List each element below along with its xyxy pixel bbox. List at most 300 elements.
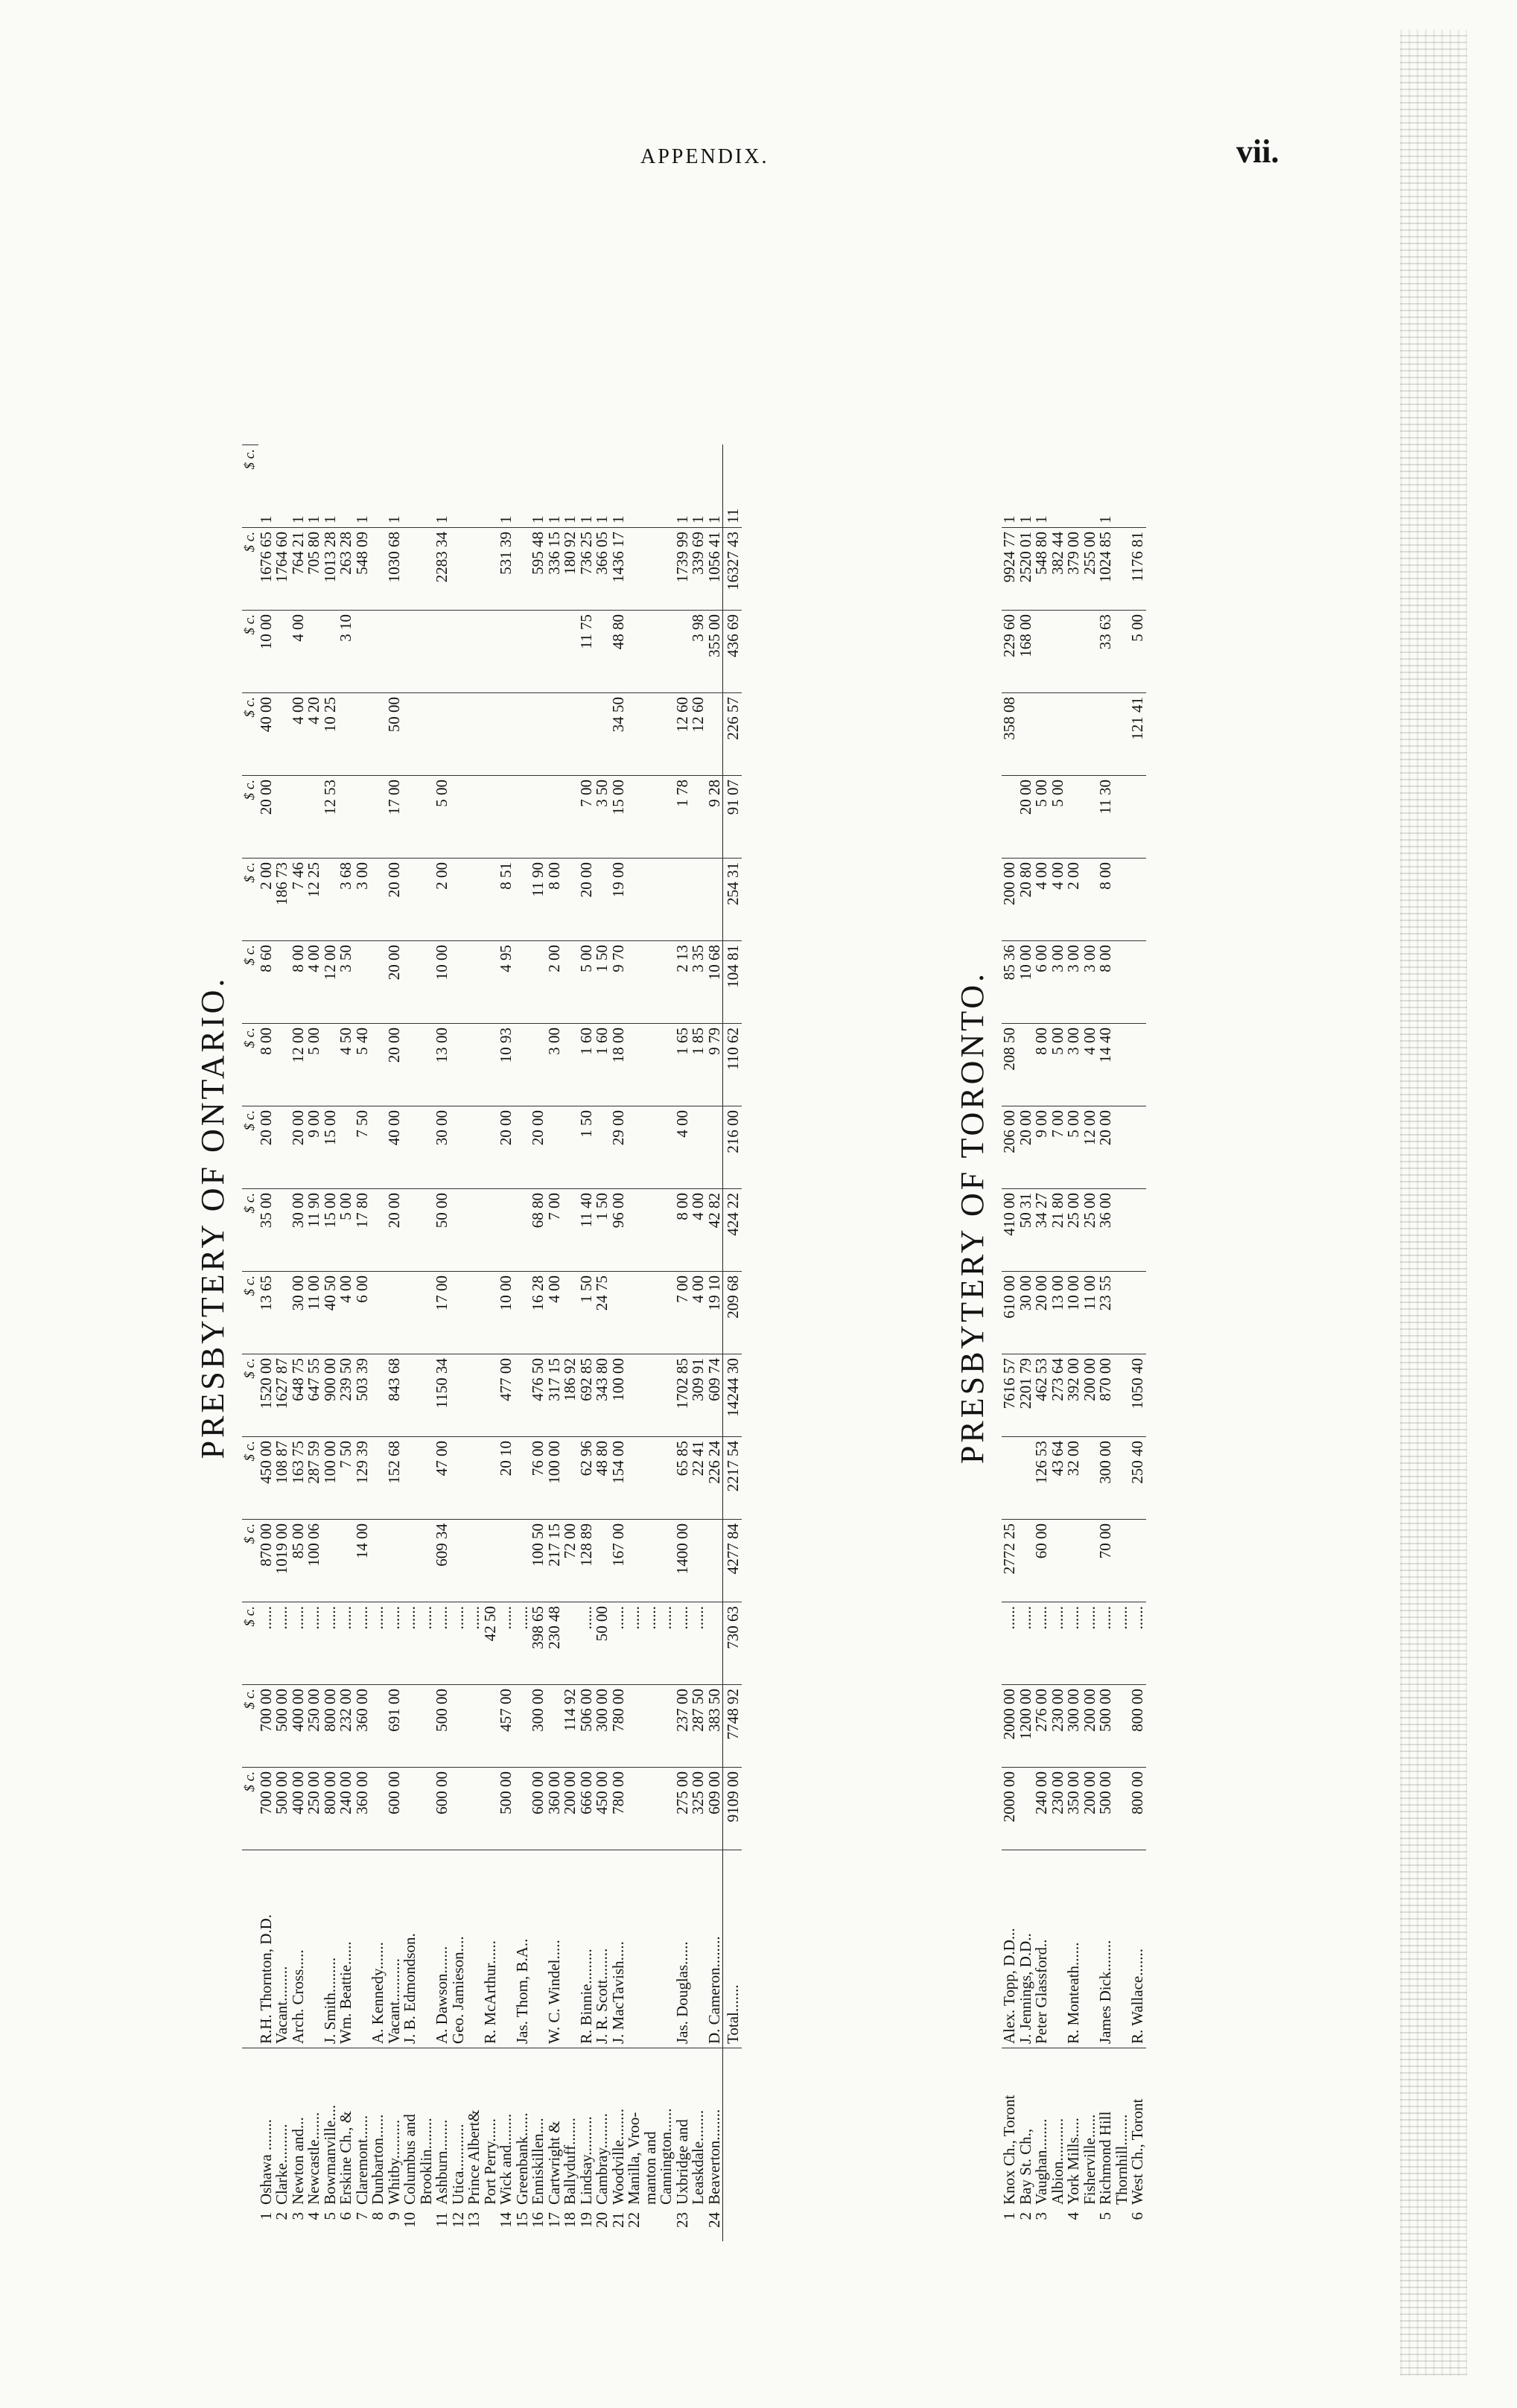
amount-cell: 20 00 bbox=[579, 859, 595, 941]
congregation-name: Brooklin........ bbox=[419, 2048, 435, 2209]
amount-cell: 96 00 bbox=[611, 1189, 627, 1272]
currency-unit bbox=[242, 421, 258, 445]
amount-cell bbox=[322, 1520, 339, 1602]
scan-edge-artifact bbox=[1400, 30, 1467, 2375]
amount-cell: 60 00 bbox=[1034, 1520, 1050, 1602]
amount-cell bbox=[354, 611, 371, 693]
amount-cell: 226 24 bbox=[707, 1437, 723, 1520]
amount-cell bbox=[451, 1437, 467, 1520]
total-amount: 7748 92 bbox=[723, 1685, 742, 1768]
amount-cell bbox=[1018, 1437, 1034, 1520]
currency-unit: $ c. bbox=[242, 528, 258, 611]
amount-cell: 7 00 bbox=[547, 1189, 563, 1272]
amount-cell bbox=[1050, 1520, 1066, 1602]
amount-cell bbox=[338, 1520, 354, 1602]
congregation-name bbox=[723, 2048, 742, 2209]
amount-cell bbox=[658, 1189, 675, 1272]
amount-cell: 3 00 bbox=[1066, 1024, 1082, 1106]
amount-cell bbox=[626, 776, 643, 859]
row-number: 4 bbox=[305, 2212, 322, 2220]
amount-cell bbox=[483, 1106, 499, 1189]
amount-cell bbox=[658, 1685, 675, 1768]
amount-cell: 457 00 bbox=[498, 1685, 515, 1768]
amount-cell: ...... bbox=[1018, 1602, 1034, 1685]
minister-name: R.H. Thornton, D.D. bbox=[258, 1850, 275, 2048]
amount-cell bbox=[562, 941, 579, 1024]
amount-cell: 309 91 bbox=[690, 1354, 707, 1437]
amount-cell: 11 75 bbox=[579, 611, 595, 693]
total-amount: 9109 00 bbox=[723, 1768, 742, 1850]
amount-cell bbox=[1066, 693, 1082, 776]
total-amount: 16327 43 bbox=[723, 528, 742, 611]
amount-cell bbox=[419, 1189, 435, 1272]
amount-cell bbox=[1034, 693, 1050, 776]
amount-cell: 10 25 bbox=[322, 693, 339, 776]
amount-cell: 1019 00 bbox=[274, 1520, 290, 1602]
amount-cell: 30 00 bbox=[290, 1272, 307, 1354]
toronto-table bbox=[1002, 503, 1146, 2241]
amount-cell: 14 00 bbox=[354, 1520, 371, 1602]
amount-cell bbox=[466, 528, 483, 611]
amount-cell: 100 50 bbox=[530, 1520, 547, 1602]
amount-cell: 8 00 bbox=[547, 859, 563, 941]
amount-cell bbox=[451, 528, 467, 611]
amount-cell: 6 00 bbox=[354, 1272, 371, 1354]
congregation-name: Clarke.......... bbox=[274, 2048, 290, 2209]
amount-cell: 19 00 bbox=[611, 859, 627, 941]
minister-name: Peter Glassford.. bbox=[1034, 1850, 1050, 2048]
amount-cell: 4 50 bbox=[338, 1024, 354, 1106]
presbytery-title: PRESBYTERY OF TORONTO. bbox=[954, 970, 990, 1465]
amount-cell bbox=[707, 1602, 723, 1685]
amount-cell: 1739 99 bbox=[675, 528, 691, 611]
amount-cell: 1 bbox=[384, 515, 403, 523]
amount-cell bbox=[626, 1189, 643, 1272]
amount-cell: ...... bbox=[515, 1602, 531, 1685]
amount-cell: 600 00 bbox=[387, 1768, 403, 1850]
amount-cell: 13 00 bbox=[1050, 1272, 1066, 1354]
congregation-name: Newcastle....... bbox=[306, 2048, 322, 2209]
table-row bbox=[707, 421, 723, 2241]
amount-cell: 186 73 bbox=[274, 859, 290, 941]
amount-cell bbox=[1114, 1520, 1130, 1602]
row-number: 2 bbox=[1016, 2212, 1034, 2220]
amount-cell bbox=[402, 1354, 419, 1437]
amount-cell bbox=[1066, 776, 1082, 859]
minister-name: R. Wallace....... bbox=[1130, 1850, 1146, 2048]
amount-cell: 800 00 bbox=[1130, 1685, 1146, 1768]
amount-cell bbox=[434, 693, 451, 776]
amount-cell: 10 93 bbox=[498, 1024, 515, 1106]
amount-cell: ...... bbox=[419, 1602, 435, 1685]
amount-cell bbox=[1130, 1520, 1146, 1602]
table-row bbox=[562, 421, 579, 2241]
amount-cell bbox=[338, 1106, 354, 1189]
table-row bbox=[1050, 503, 1066, 2241]
amount-cell: 1 bbox=[433, 515, 451, 523]
table-row bbox=[547, 421, 563, 2241]
table-row bbox=[594, 421, 611, 2241]
congregation-name: Albion........... bbox=[1050, 2048, 1066, 2209]
amount-cell: 5 00 bbox=[579, 941, 595, 1024]
amount-cell bbox=[643, 445, 659, 528]
amount-cell: 691 00 bbox=[387, 1685, 403, 1768]
table-row bbox=[434, 421, 451, 2241]
row-number: 13 bbox=[465, 2212, 483, 2228]
currency-unit: $ c. bbox=[242, 1602, 258, 1685]
amount-cell: 20 00 bbox=[290, 1106, 307, 1189]
rotated-ledger-page bbox=[194, 194, 1303, 2241]
amount-cell: 100 00 bbox=[322, 1437, 339, 1520]
amount-cell bbox=[515, 1024, 531, 1106]
amount-cell: 85 00 bbox=[290, 1520, 307, 1602]
minister-name bbox=[562, 1850, 579, 2048]
total-amount: 254 31 bbox=[723, 859, 742, 941]
amount-cell bbox=[466, 611, 483, 693]
amount-cell bbox=[1114, 693, 1130, 776]
amount-cell: 870 00 bbox=[1098, 1354, 1114, 1437]
amount-cell bbox=[626, 1685, 643, 1768]
congregation-name: Thornhill........ bbox=[1114, 2048, 1130, 2209]
amount-cell: 1702 85 bbox=[675, 1354, 691, 1437]
minister-name: J. R. Scott........ bbox=[594, 1850, 611, 2048]
amount-cell: ...... bbox=[466, 1602, 483, 1685]
currency-unit: $ c. bbox=[242, 1437, 258, 1520]
amount-cell bbox=[1082, 1437, 1098, 1520]
amount-cell: 4 00 bbox=[547, 1272, 563, 1354]
total-amount: 91 07 bbox=[723, 776, 742, 859]
amount-cell bbox=[322, 1024, 339, 1106]
amount-cell bbox=[1114, 1106, 1130, 1189]
amount-cell: 15 00 bbox=[322, 1189, 339, 1272]
amount-cell bbox=[658, 528, 675, 611]
amount-cell bbox=[1114, 776, 1130, 859]
amount-cell bbox=[594, 611, 611, 693]
amount-cell: 548 09 bbox=[354, 528, 371, 611]
amount-cell: 20 00 bbox=[387, 1189, 403, 1272]
congregation-name: Richmond Hill bbox=[1098, 2048, 1114, 2209]
minister-name bbox=[498, 1850, 515, 2048]
amount-cell bbox=[1114, 528, 1130, 611]
amount-cell bbox=[354, 941, 371, 1024]
row-number: 1 bbox=[256, 2212, 275, 2220]
amount-cell: 7 50 bbox=[354, 1106, 371, 1189]
congregation-name: Bowmanville.... bbox=[322, 2048, 339, 2209]
amount-cell: 843 68 bbox=[387, 1354, 403, 1437]
congregation-name: Oshawa ........ bbox=[258, 2048, 275, 2209]
amount-cell bbox=[274, 1189, 290, 1272]
table-row bbox=[515, 421, 531, 2241]
page-number: vii. bbox=[1236, 133, 1279, 170]
amount-cell bbox=[1066, 1520, 1082, 1602]
amount-cell: 4 00 bbox=[338, 1272, 354, 1354]
amount-cell bbox=[483, 611, 499, 693]
congregation-name: York Mills..... bbox=[1066, 2048, 1082, 2209]
amount-cell: 503 39 bbox=[354, 1354, 371, 1437]
amount-cell bbox=[419, 611, 435, 693]
minister-name: R. McArthur...... bbox=[483, 1850, 499, 2048]
amount-cell bbox=[451, 1354, 467, 1437]
amount-cell bbox=[483, 693, 499, 776]
amount-cell bbox=[466, 1106, 483, 1189]
amount-cell: 62 96 bbox=[579, 1437, 595, 1520]
amount-cell: 121 41 bbox=[1130, 693, 1146, 776]
amount-cell: ...... bbox=[1002, 1602, 1018, 1685]
amount-cell: ...... bbox=[690, 1602, 707, 1685]
currency-unit bbox=[242, 2208, 258, 2241]
amount-cell: ...... bbox=[354, 1602, 371, 1685]
amount-cell: 300 00 bbox=[530, 1685, 547, 1768]
amount-cell: 7 00 bbox=[1050, 1106, 1066, 1189]
amount-cell: 129 39 bbox=[354, 1437, 371, 1520]
minister-name: W. C. Windel..... bbox=[547, 1850, 563, 2048]
currency-unit: $ c. bbox=[242, 445, 258, 528]
row-number bbox=[643, 2208, 659, 2241]
congregation-name: Prince Albert& bbox=[466, 2048, 483, 2209]
amount-cell: 1030 68 bbox=[387, 528, 403, 611]
amount-cell: ...... bbox=[579, 1602, 595, 1685]
minister-name bbox=[643, 1850, 659, 2048]
amount-cell bbox=[498, 776, 515, 859]
table-row bbox=[1114, 503, 1130, 2241]
amount-cell: 22 41 bbox=[690, 1437, 707, 1520]
amount-cell: ...... bbox=[451, 1602, 467, 1685]
amount-cell: 1 bbox=[561, 515, 579, 523]
congregation-name: Beaverton........ bbox=[707, 2048, 723, 2209]
amount-cell bbox=[1018, 693, 1034, 776]
amount-cell: 163 75 bbox=[290, 1437, 307, 1520]
amount-cell bbox=[594, 693, 611, 776]
amount-cell bbox=[274, 611, 290, 693]
congregation-name: Vaughan........ bbox=[1034, 2048, 1050, 2209]
amount-cell bbox=[483, 776, 499, 859]
amount-cell: 2201 79 bbox=[1018, 1354, 1034, 1437]
table-row bbox=[1002, 503, 1018, 2241]
amount-cell bbox=[387, 611, 403, 693]
amount-cell: 108 87 bbox=[274, 1437, 290, 1520]
amount-cell: 8 00 bbox=[1098, 859, 1114, 941]
currency-unit: $ c. bbox=[242, 1685, 258, 1768]
currency-unit: $ c. bbox=[242, 611, 258, 693]
amount-cell: 11 00 bbox=[1082, 1272, 1098, 1354]
amount-cell: 2283 34 bbox=[434, 528, 451, 611]
minister-name: Vacant........... bbox=[387, 1850, 403, 2048]
amount-cell: ...... bbox=[675, 1602, 691, 1685]
amount-cell: 33 63 bbox=[1098, 611, 1114, 693]
table-row bbox=[466, 421, 483, 2241]
amount-cell bbox=[707, 859, 723, 941]
minister-name: James Dick........ bbox=[1098, 1850, 1114, 2048]
row-number: 8 bbox=[369, 2212, 387, 2220]
amount-cell bbox=[626, 1024, 643, 1106]
amount-cell bbox=[419, 1437, 435, 1520]
amount-cell: 1 bbox=[497, 515, 515, 523]
amount-cell bbox=[530, 693, 547, 776]
amount-cell bbox=[402, 1106, 419, 1189]
amount-cell: 4 00 bbox=[290, 611, 307, 693]
amount-cell: 383 50 bbox=[707, 1685, 723, 1768]
running-header: APPENDIX. bbox=[640, 145, 769, 168]
amount-cell: 8 00 bbox=[258, 1024, 275, 1106]
amount-cell bbox=[274, 1272, 290, 1354]
amount-cell: 152 68 bbox=[387, 1437, 403, 1520]
congregation-name: Claremont...... bbox=[354, 2048, 371, 2209]
amount-cell: 154 00 bbox=[611, 1437, 627, 1520]
amount-cell bbox=[419, 1272, 435, 1354]
amount-cell: 398 65 bbox=[530, 1602, 547, 1685]
amount-cell: 167 00 bbox=[611, 1520, 627, 1602]
amount-cell bbox=[1130, 859, 1146, 941]
amount-cell bbox=[466, 1354, 483, 1437]
amount-cell bbox=[515, 1189, 531, 1272]
amount-cell: 47 00 bbox=[434, 1437, 451, 1520]
currency-unit: $ c. bbox=[242, 941, 258, 1024]
amount-cell bbox=[515, 1437, 531, 1520]
amount-cell bbox=[562, 859, 579, 941]
amount-cell bbox=[690, 1520, 707, 1602]
amount-cell: 700 00 bbox=[258, 1685, 275, 1768]
amount-cell: 3 68 bbox=[338, 859, 354, 941]
amount-cell: 1024 85 bbox=[1098, 528, 1114, 611]
amount-cell: 5 00 bbox=[1050, 1024, 1066, 1106]
amount-cell: 1 bbox=[593, 515, 611, 523]
amount-cell bbox=[1082, 776, 1098, 859]
amount-cell: 20 00 bbox=[258, 1106, 275, 1189]
amount-cell: 1520 00 bbox=[258, 1354, 275, 1437]
congregation-name: Lindsay.......... bbox=[579, 2048, 595, 2209]
amount-cell: 200 00 bbox=[1002, 859, 1018, 941]
amount-cell bbox=[451, 1685, 467, 1768]
currency-header-row bbox=[242, 421, 258, 2241]
amount-cell: 360 00 bbox=[354, 1768, 371, 1850]
amount-cell bbox=[1050, 503, 1066, 528]
amount-cell: 1 50 bbox=[594, 941, 611, 1024]
amount-cell bbox=[530, 776, 547, 859]
amount-cell bbox=[466, 693, 483, 776]
amount-cell: 2520 01 bbox=[1018, 528, 1034, 611]
row-number: 3 bbox=[288, 2212, 307, 2220]
amount-cell: 1150 34 bbox=[434, 1354, 451, 1437]
currency-unit: $ c. bbox=[242, 859, 258, 941]
amount-cell bbox=[1130, 941, 1146, 1024]
amount-cell: ...... bbox=[1050, 1602, 1066, 1685]
amount-cell: 10 00 bbox=[434, 941, 451, 1024]
amount-cell: 11 90 bbox=[530, 859, 547, 941]
row-number bbox=[1114, 2208, 1130, 2241]
amount-cell bbox=[1114, 941, 1130, 1024]
amount-cell bbox=[1066, 611, 1082, 693]
amount-cell bbox=[419, 693, 435, 776]
amount-cell bbox=[1034, 611, 1050, 693]
amount-cell: 500 00 bbox=[434, 1685, 451, 1768]
amount-cell bbox=[274, 941, 290, 1024]
total-amount: 110 62 bbox=[723, 1024, 742, 1106]
amount-cell bbox=[547, 1106, 563, 1189]
amount-cell bbox=[419, 1768, 435, 1850]
amount-cell bbox=[515, 528, 531, 611]
table-row bbox=[387, 421, 403, 2241]
amount-cell bbox=[658, 693, 675, 776]
row-number: 5 bbox=[1096, 2212, 1114, 2220]
amount-cell bbox=[466, 1189, 483, 1272]
amount-cell bbox=[370, 1768, 387, 1850]
amount-cell: 800 00 bbox=[322, 1685, 339, 1768]
amount-cell: 9 28 bbox=[707, 776, 723, 859]
amount-cell: ...... bbox=[402, 1602, 419, 1685]
amount-cell: 500 00 bbox=[1098, 1685, 1114, 1768]
amount-cell: 500 00 bbox=[274, 1685, 290, 1768]
amount-cell: 1 bbox=[288, 515, 307, 523]
row-number: 6 bbox=[337, 2212, 354, 2220]
amount-cell bbox=[402, 528, 419, 611]
amount-cell bbox=[626, 1437, 643, 1520]
amount-cell: 12 60 bbox=[675, 693, 691, 776]
amount-cell: 300 00 bbox=[594, 1685, 611, 1768]
amount-cell: 50 00 bbox=[387, 693, 403, 776]
amount-cell: 42 82 bbox=[707, 1189, 723, 1272]
amount-cell bbox=[643, 1437, 659, 1520]
row-number: 9 bbox=[384, 2212, 403, 2220]
congregation-name: Enniskillen.... bbox=[530, 2048, 547, 2209]
amount-cell: 2 13 bbox=[675, 941, 691, 1024]
currency-unit: $ c. bbox=[242, 1024, 258, 1106]
table-row bbox=[419, 421, 435, 2241]
amount-cell: 8 00 bbox=[1034, 1024, 1050, 1106]
amount-cell: 9924 77 bbox=[1002, 528, 1018, 611]
amount-cell bbox=[643, 1189, 659, 1272]
amount-cell bbox=[466, 1768, 483, 1850]
amount-cell: 20 00 bbox=[1018, 1106, 1034, 1189]
amount-cell bbox=[594, 859, 611, 941]
amount-cell bbox=[466, 859, 483, 941]
amount-cell bbox=[483, 941, 499, 1024]
amount-cell: 379 00 bbox=[1066, 528, 1082, 611]
amount-cell: 128 89 bbox=[579, 1520, 595, 1602]
currency-unit: $ c. bbox=[242, 1520, 258, 1602]
amount-cell: 366 05 bbox=[594, 528, 611, 611]
amount-cell: 126 53 bbox=[1034, 1437, 1050, 1520]
amount-cell bbox=[466, 445, 483, 528]
amount-cell: 20 00 bbox=[1018, 776, 1034, 859]
amount-cell bbox=[402, 1685, 419, 1768]
amount-cell bbox=[483, 1520, 499, 1602]
row-number: 14 bbox=[497, 2212, 515, 2228]
minister-name bbox=[530, 1850, 547, 2048]
amount-cell: 4 00 bbox=[690, 1189, 707, 1272]
minister-name: J. Jennings, D.D.. bbox=[1018, 1850, 1034, 2048]
amount-cell bbox=[579, 693, 595, 776]
amount-cell: 50 00 bbox=[594, 1602, 611, 1685]
amount-cell bbox=[498, 693, 515, 776]
amount-cell: 1 bbox=[705, 515, 723, 523]
amount-cell: 3 98 bbox=[690, 611, 707, 693]
amount-cell: 1 60 bbox=[579, 1024, 595, 1106]
amount-cell bbox=[626, 693, 643, 776]
amount-cell bbox=[419, 941, 435, 1024]
amount-cell: 200 00 bbox=[1082, 1768, 1098, 1850]
amount-cell bbox=[419, 528, 435, 611]
amount-cell bbox=[643, 1768, 659, 1850]
amount-cell: 1 bbox=[1016, 515, 1034, 523]
amount-cell: 360 00 bbox=[547, 1768, 563, 1850]
amount-cell: 3 50 bbox=[338, 941, 354, 1024]
amount-cell bbox=[626, 1520, 643, 1602]
amount-cell: 500 00 bbox=[1098, 1768, 1114, 1850]
amount-cell bbox=[419, 1520, 435, 1602]
minister-name: A. Dawson....... bbox=[434, 1850, 451, 2048]
row-number bbox=[1050, 2208, 1066, 2241]
table-row bbox=[290, 421, 307, 2241]
